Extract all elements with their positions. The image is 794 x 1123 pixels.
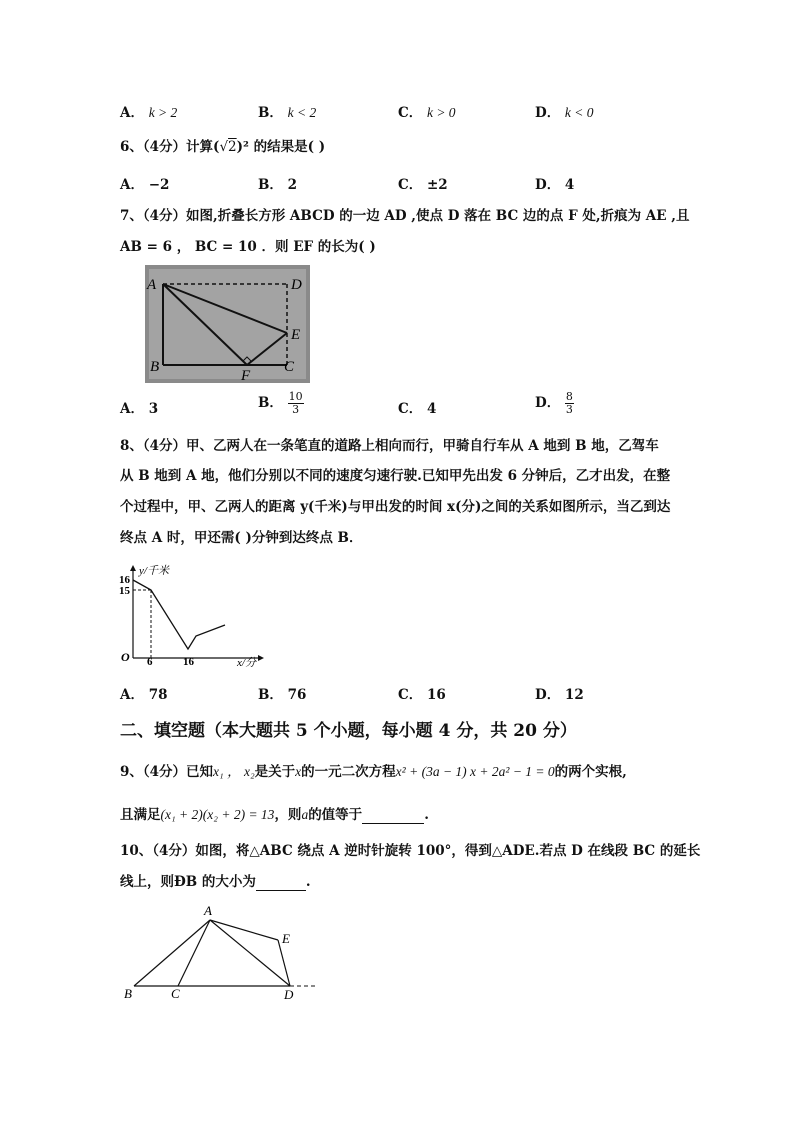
q7-option-c: C． 4 xyxy=(398,401,437,417)
label-c: C xyxy=(171,986,180,1001)
q10-stem-line2: 线上，则ÐB 的大小为 . xyxy=(120,874,311,890)
x-axis-label: x/分 xyxy=(237,657,256,669)
q9-stem-line1: 9、（4分）已知x₁ ， x₂是关于x的一元二次方程x² + (3a − 1) x + 2a² − 1 = 0的两个实根, xyxy=(120,764,627,780)
label-b: B xyxy=(150,359,160,375)
q7-option-b: B． $\frac{10}{3}$ xyxy=(258,390,303,416)
q10-stem-line1: 10、（4分）如图，将△ABC 绕点 A 逆时针旋转 100°，得到△ADE.若点 D 在线段 BC 的延长 xyxy=(120,843,701,859)
q7-option-d: D． $\frac{8}{3}$ xyxy=(535,390,573,416)
q5-option-b: B． k < 2 xyxy=(258,105,317,121)
label-f: F xyxy=(241,368,251,383)
y-tick-15: 15 xyxy=(119,585,130,597)
q6-option-c: C． ±2 xyxy=(398,177,448,193)
x-tick-6: 6 xyxy=(147,656,153,668)
q7-option-a: A． 3 xyxy=(120,401,159,417)
q8-distance-time-graph xyxy=(115,562,275,670)
q8-stem-line4: 终点 A 时，甲还需( )分钟到达终点 B． xyxy=(120,530,363,546)
q8-stem-line2: 从 B 地到 A 地，他们分别以不同的速度匀速行驶.已知甲先出发 6 分钟后，乙才出发，在整 xyxy=(120,468,671,484)
label-d: D xyxy=(291,277,302,293)
q5-option-d: D． k < 0 xyxy=(535,105,594,121)
q7-rectangle-figure xyxy=(145,265,310,383)
photo-inner xyxy=(149,269,306,379)
q6-option-d: D． 4 xyxy=(535,177,575,193)
q6-stem: 6、（4分）计算(√2)² 的结果是( ) xyxy=(120,139,326,155)
q6-option-a: A． −2 xyxy=(120,177,170,193)
q10-rotation-figure xyxy=(118,902,323,1002)
label-c: C xyxy=(284,359,295,375)
q6-option-b: B． 2 xyxy=(258,177,298,193)
q5-option-a: A． k > 2 xyxy=(120,105,178,121)
y-axis-label: y/千米 xyxy=(139,565,169,577)
q8-option-a: A． 78 xyxy=(120,687,168,703)
q8-option-c: C． 16 xyxy=(398,687,446,703)
q10-answer-blank[interactable] xyxy=(256,890,306,891)
label-d: D xyxy=(284,987,294,1002)
x-tick-16: 16 xyxy=(183,656,194,668)
label-e: E xyxy=(291,327,301,343)
q8-option-b: B． 76 xyxy=(258,687,307,703)
origin-label: O xyxy=(121,650,130,664)
q8-stem-line1: 8、（4分）甲、乙两人在一条笔直的道路上相向而行，甲骑自行车从 A 地到 B 地，乙驾车 xyxy=(120,438,659,454)
q7-stem-line2: AB = 6 ， BC = 10 ．则 EF 的长为( ) xyxy=(120,239,376,255)
section-heading-fill-in: 二、填空题（本大题共 5 个小题，每小题 4 分，共 20 分） xyxy=(120,721,577,741)
q9-answer-blank[interactable] xyxy=(362,823,424,824)
q7-stem-line1: 7、（4分）如图,折叠长方形 ABCD 的一边 AD ,使点 D 落在 BC 边的点 F 处,折痕为 AE ,且 xyxy=(120,208,690,224)
label-e: E xyxy=(282,931,290,946)
q8-stem-line3: 个过程中，甲、乙两人的距离 y(千米)与甲出发的时间 x(分)之间的关系如图所示，当乙到达 xyxy=(120,499,671,515)
label-a: A xyxy=(147,277,157,293)
q9-stem-line2: 且满足(x₁ + 2)(x₂ + 2) = 13，则a的值等于 . xyxy=(120,807,429,823)
label-a: A xyxy=(204,903,212,918)
q5-option-c: C． k > 0 xyxy=(398,105,456,121)
q8-option-d: D． 12 xyxy=(535,687,584,703)
y-tick-16: 16 xyxy=(119,574,130,586)
label-b: B xyxy=(124,986,132,1001)
